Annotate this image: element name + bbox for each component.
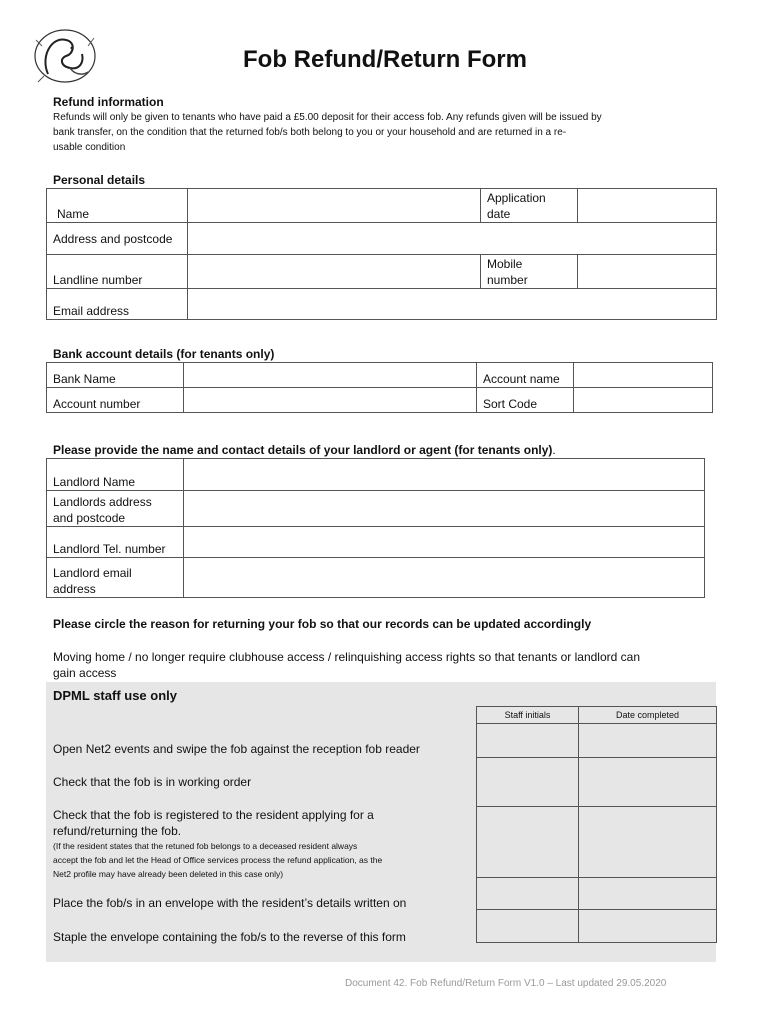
task-item: Place the fob/s in an envelope with the resident’s details written on bbox=[53, 896, 407, 910]
landlord-email-field[interactable] bbox=[184, 558, 705, 598]
landlord-name-field[interactable] bbox=[184, 459, 705, 491]
page-title: Fob Refund/Return Form bbox=[243, 46, 527, 73]
personal-details-table bbox=[46, 188, 717, 320]
personal-heading: Personal details bbox=[53, 173, 146, 187]
refund-line: Refunds will only be given to tenants who have paid a £5.00 deposit for their access fob. Any refunds given will be issued by bbox=[53, 112, 602, 123]
email-field[interactable] bbox=[188, 289, 717, 320]
task-item: Check that the fob is registered to the resident applying for a refund/returning the fob. (If the resident states that the retuned fob belongs to a deceased resident always accept the fob and let the Head of Office services process the refund application, as the Net2 profile may have already been deleted in this case only) bbox=[53, 807, 473, 881]
landline-field[interactable] bbox=[188, 255, 481, 289]
reason-line: gain access bbox=[53, 666, 117, 680]
date-cell[interactable] bbox=[579, 910, 717, 943]
date-cell[interactable] bbox=[579, 724, 717, 758]
refund-line: bank transfer, on the condition that the returned fob/s both belong to you or your household and are returned in a re- bbox=[53, 127, 567, 138]
date-completed-header: Date completed bbox=[579, 707, 717, 724]
staff-heading: DPML staff use only bbox=[53, 688, 178, 703]
landlord-email-label: Landlord email address bbox=[47, 558, 184, 598]
application-date-field[interactable] bbox=[578, 189, 717, 223]
landlord-details-table bbox=[46, 458, 705, 598]
task-note: Net2 profile may have already been deleted in this case only) bbox=[53, 869, 284, 879]
reason-options[interactable] bbox=[53, 649, 733, 681]
mobile-field[interactable] bbox=[578, 255, 717, 289]
date-cell[interactable] bbox=[579, 758, 717, 807]
account-number-field[interactable] bbox=[184, 388, 477, 413]
refund-text bbox=[53, 110, 733, 155]
initials-cell[interactable] bbox=[477, 910, 579, 943]
account-name-label: Account name bbox=[477, 363, 574, 388]
date-cell[interactable] bbox=[579, 807, 717, 878]
landlord-tel-label: Landlord Tel. number bbox=[47, 527, 184, 558]
initials-cell[interactable] bbox=[477, 758, 579, 807]
name-label: Name bbox=[47, 189, 188, 223]
sort-code-label: Sort Code bbox=[477, 388, 574, 413]
landlord-tel-field[interactable] bbox=[184, 527, 705, 558]
date-cell[interactable] bbox=[579, 878, 717, 910]
mobile-label: Mobile number bbox=[481, 255, 578, 289]
reason-line: Moving home / no longer require clubhouse access / relinquishing access rights so that tenants or landlord can bbox=[53, 650, 640, 664]
landlord-address-label: Landlords address and postcode bbox=[47, 491, 184, 527]
account-number-label: Account number bbox=[47, 388, 184, 413]
task-item: Check that the fob is in working order bbox=[53, 775, 252, 789]
initials-cell[interactable] bbox=[477, 807, 579, 878]
staff-checklist-table bbox=[476, 706, 717, 943]
landlord-name-label: Landlord Name bbox=[47, 459, 184, 491]
task-item: Staple the envelope containing the fob/s to the reverse of this form bbox=[53, 930, 406, 944]
sort-code-field[interactable] bbox=[574, 388, 713, 413]
bank-name-field[interactable] bbox=[184, 363, 477, 388]
task-note: accept the fob and let the Head of Office services process the refund application, as the bbox=[53, 855, 383, 865]
initials-cell[interactable] bbox=[477, 878, 579, 910]
bank-details-table bbox=[46, 362, 713, 413]
address-label: Address and postcode bbox=[47, 223, 188, 255]
reason-heading: Please circle the reason for returning your fob so that our records can be updated accordingly bbox=[53, 617, 592, 631]
landline-label: Landline number bbox=[47, 255, 188, 289]
application-date-label: Application date bbox=[481, 189, 578, 223]
address-field[interactable] bbox=[188, 223, 717, 255]
landlord-heading: Please provide the name and contact details of your landlord or agent (for tenants only). bbox=[53, 443, 556, 457]
initials-cell[interactable] bbox=[477, 724, 579, 758]
bank-heading: Bank account details (for tenants only) bbox=[53, 347, 275, 361]
refund-line: usable condition bbox=[53, 142, 126, 153]
account-name-field[interactable] bbox=[574, 363, 713, 388]
email-label: Email address bbox=[47, 289, 188, 320]
name-field[interactable] bbox=[188, 189, 481, 223]
task-item: Open Net2 events and swipe the fob against the reception fob reader bbox=[53, 742, 420, 756]
bank-name-label: Bank Name bbox=[47, 363, 184, 388]
refund-heading: Refund information bbox=[53, 95, 164, 109]
staff-initials-header: Staff initials bbox=[477, 707, 579, 724]
task-note: (If the resident states that the retuned fob belongs to a deceased resident always bbox=[53, 841, 358, 851]
landlord-address-field[interactable] bbox=[184, 491, 705, 527]
document-footer: Document 42. Fob Refund/Return Form V1.0 – Last updated 29.05.2020 bbox=[345, 978, 667, 989]
